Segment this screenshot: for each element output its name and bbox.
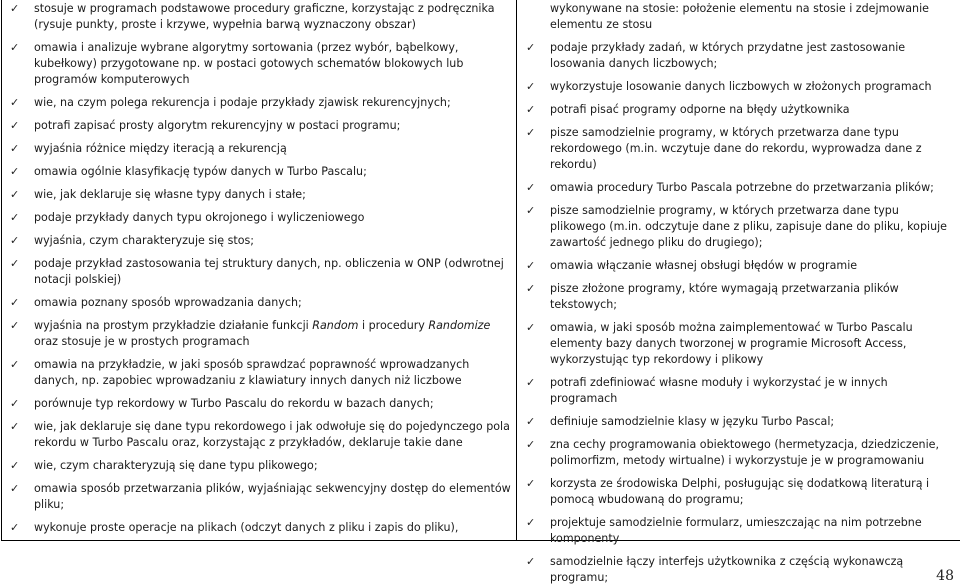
list-item <box>524 258 956 274</box>
text-fragment: i procedury <box>358 319 429 332</box>
list-item-text: omawia włączanie własnej obsługi błędów w programie <box>550 259 858 272</box>
list-item-text <box>34 318 512 350</box>
checkmark-icon: ✓ <box>10 521 20 534</box>
list-item <box>524 320 956 368</box>
list-item-text: potrafi zapisać prosty algorytm rekurencyjny w postaci programu; <box>34 119 401 132</box>
list-item-text: potrafi zdefiniować własne moduły i wykorzystać je w innych programach <box>550 376 888 405</box>
list-item <box>8 520 512 536</box>
list-item-text: wie, na czym polega rekurencja i podaje przykłady zjawisk rekurencyjnych; <box>34 96 451 109</box>
list-item-text: zna cechy programowania obiektowego (hermetyzacja, dziedziczenie, polimorfizm, metody wirtualne) i wykorzystuje je w programowaniu <box>550 438 940 467</box>
list-item <box>524 414 956 430</box>
list-item <box>8 396 512 412</box>
list-item-text: omawia ogólnie klasyfikację typów danych w Turbo Pascalu; <box>34 165 367 178</box>
list-item <box>8 118 512 134</box>
left-column <box>2 0 517 540</box>
checkmark-icon: ✓ <box>526 415 536 428</box>
list-item-text: wykorzystuje losowanie danych liczbowych w złożonych programach <box>550 80 932 93</box>
list-item <box>8 1 512 33</box>
list-item-text: porównuje typ rekordowy w Turbo Pascalu do rekordu w bazach danych; <box>34 397 434 410</box>
list-item-text: wykonuje proste operacje na plikach (odczyt danych z pliku i zapis do pliku), <box>34 521 459 534</box>
checkmark-icon: ✓ <box>526 438 536 451</box>
list-item-text: wie, jak deklaruje się własne typy danych i stałe; <box>34 188 306 201</box>
text-fragment: wyjaśnia na prostym przykładzie działanie funkcji <box>34 319 313 332</box>
checkmark-icon: ✓ <box>10 397 20 410</box>
list-item-text: podaje przykłady zadań, w których przydatne jest zastosowanie losowania danych liczbowych; <box>550 41 906 70</box>
checkmark-icon: ✓ <box>10 188 20 201</box>
list-item <box>524 203 956 251</box>
procedure-name-randomize: Randomize <box>428 319 491 332</box>
checkmark-icon: ✓ <box>526 259 536 272</box>
checkmark-icon: ✓ <box>526 555 536 568</box>
list-item <box>524 375 956 407</box>
list-item <box>524 102 956 118</box>
checkmark-icon: ✓ <box>526 126 536 139</box>
list-item-text: omawia sposób przetwarzania plików, wyjaśniając sekwencyjny dostęp do elementów pliku; <box>34 482 511 511</box>
checkmark-icon: ✓ <box>10 459 20 472</box>
list-item-text: samodzielnie łączy interfejs użytkownika z częścią wykonawczą programu; <box>550 555 904 584</box>
list-item <box>8 481 512 513</box>
checkmark-icon: ✓ <box>10 211 20 224</box>
checkmark-icon: ✓ <box>10 358 20 371</box>
checkmark-icon: ✓ <box>10 41 20 54</box>
list-item <box>8 40 512 88</box>
checkmark-icon: ✓ <box>526 204 536 217</box>
list-item <box>8 256 512 288</box>
list-item-text: projektuje samodzielnie formularz, umieszczając na nim potrzebne komponenty <box>550 516 922 545</box>
checkmark-icon: ✓ <box>10 2 20 15</box>
list-item <box>8 318 512 350</box>
list-item-text: pisze samodzielnie programy, w których przetwarza dane typu rekordowego (m.in. wczytuje dane do rekordu, wyprowadza dane z rekordu) <box>550 126 922 171</box>
checkmark-icon: ✓ <box>526 282 536 295</box>
list-item <box>8 419 512 451</box>
list-item-text: omawia i analizuje wybrane algorytmy sortowania (przez wybór, bąbelkowy, kubełkowy) przygotowane np. w postaci gotowych schematów blokowych lub programów komputerowych <box>34 41 464 86</box>
list-item-text: pisze złożone programy, które wymagają przetwarzania plików tekstowych; <box>550 282 899 311</box>
list-item <box>8 295 512 311</box>
checkmark-icon: ✓ <box>10 482 20 495</box>
list-item-text: omawia, w jaki sposób można zaimplementować w Turbo Pascalu elementy bazy danych tworzonej w programie Microsoft Access, wykorzystując typ rekordowy i plikowy <box>550 321 913 366</box>
list-item-text: omawia na przykładzie, w jaki sposób sprawdzać poprawność wprowadzanych danych, np. zapobiec wprowadzaniu z klawiatury innych danych niż liczbowe <box>34 358 470 387</box>
list-item-text: wyjaśnia, czym charakteryzuje się stos; <box>34 234 255 247</box>
list-item <box>524 515 956 547</box>
list-item-text: wie, jak deklaruje się dane typu rekordowego i jak odwołuje się do pojedynczego pola rekordu w Turbo Pascalu oraz, korzystając z przykładów, deklaruje takie dane <box>34 420 510 449</box>
checkmark-icon: ✓ <box>526 477 536 490</box>
checkmark-icon: ✓ <box>526 181 536 194</box>
list-item-text: pisze samodzielnie programy, w których przetwarza dane typu plikowego (m.in. odczytuje dane z pliku, zapisuje dane do pliku, kopiuje zawartość jednego pliku do drugiego); <box>550 204 948 249</box>
checkmark-icon: ✓ <box>10 142 20 155</box>
list-item-text: potrafi pisać programy odporne na błędy użytkownika <box>550 103 850 116</box>
list-item <box>524 437 956 469</box>
checkmark-icon: ✓ <box>526 103 536 116</box>
list-item-text: omawia procedury Turbo Pascala potrzebne do przetwarzania plików; <box>550 181 934 194</box>
checkmark-icon: ✓ <box>526 376 536 389</box>
checkmark-icon: ✓ <box>10 257 20 270</box>
list-item-text: definiuje samodzielnie klasy w języku Turbo Pascal; <box>550 415 835 428</box>
list-item <box>524 79 956 95</box>
list-item-text: stosuje w programach podstawowe procedury graficzne, korzystając z podręcznika (rysuje punkty, proste i krzywe, wypełnia barwą wyznaczony obszar) <box>34 2 495 31</box>
list-item <box>8 357 512 389</box>
list-item <box>524 476 956 508</box>
function-name-random: Random <box>312 319 359 332</box>
list-item-text: wyjaśnia różnice między iteracją a rekurencją <box>34 142 287 155</box>
checkmark-icon: ✓ <box>10 119 20 132</box>
list-item-text: korzysta ze środowiska Delphi, posługując się dodatkową literaturą i pomocą wbudowaną do programu; <box>550 477 930 506</box>
checkmark-icon: ✓ <box>10 165 20 178</box>
list-item <box>8 187 512 203</box>
list-item <box>524 554 956 586</box>
checkmark-icon: ✓ <box>526 516 536 529</box>
text-fragment: oraz stosuje je w prostych programach <box>34 335 250 348</box>
page-number: 48 <box>936 568 954 584</box>
checkmark-icon: ✓ <box>10 296 20 309</box>
list-item <box>524 180 956 196</box>
list-item <box>8 458 512 474</box>
list-item <box>8 210 512 226</box>
list-item <box>8 233 512 249</box>
checkmark-icon: ✓ <box>526 80 536 93</box>
list-item-text: omawia poznany sposób wprowadzania danych; <box>34 296 302 309</box>
checkmark-icon: ✓ <box>10 319 20 332</box>
list-item-text: wie, czym charakteryzują się dane typu plikowego; <box>34 459 318 472</box>
list-item <box>524 40 956 72</box>
list-item <box>524 125 956 173</box>
checkmark-icon: ✓ <box>10 96 20 109</box>
list-item <box>8 95 512 111</box>
checkmark-icon: ✓ <box>10 420 20 433</box>
list-item-text: podaje przykład zastosowania tej struktury danych, np. obliczenia w ONP (odwrotnej notacji polskiej) <box>34 257 504 286</box>
checkmark-icon: ✓ <box>526 321 536 334</box>
list-item-text: wykonywane na stosie: położenie elementu na stosie i zdejmowanie elementu ze stosu <box>550 2 929 31</box>
checkmark-icon: ✓ <box>10 234 20 247</box>
list-item <box>8 141 512 157</box>
list-item <box>524 281 956 313</box>
list-item-text: podaje przykłady danych typu okrojonego i wyliczeniowego <box>34 211 365 224</box>
list-item-continuation <box>524 1 956 33</box>
checkmark-icon: ✓ <box>526 41 536 54</box>
list-item <box>8 164 512 180</box>
